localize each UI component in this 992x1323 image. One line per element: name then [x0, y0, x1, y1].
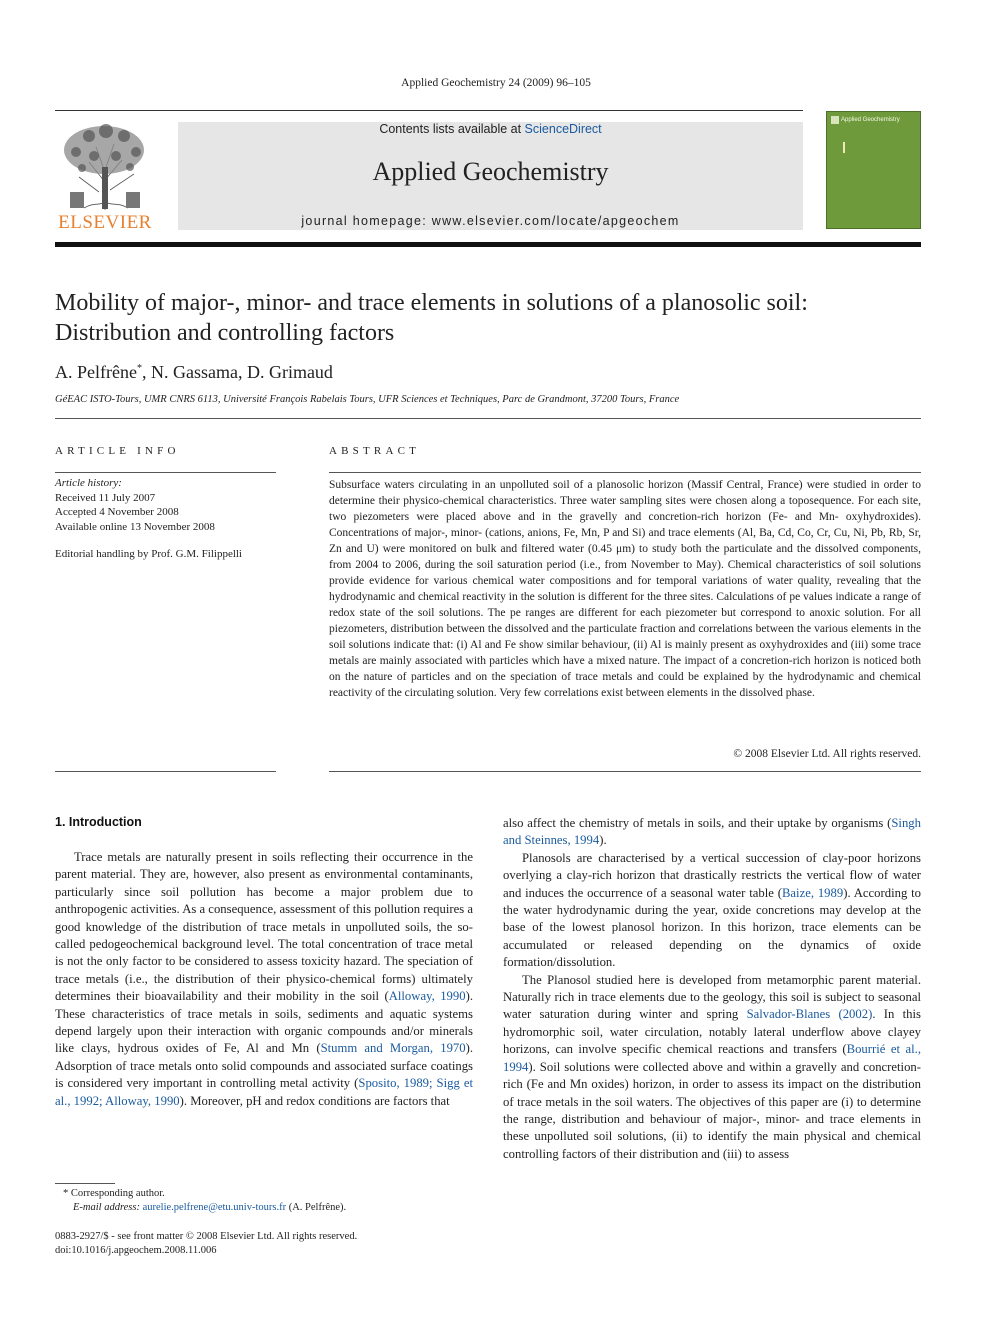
email-label: E-mail address: [73, 1202, 140, 1213]
email-link[interactable]: aurelie.pelfrene@etu.univ-tours.fr [142, 1202, 287, 1213]
article-title: Mobility of major-, minor- and trace elements in solutions of a planosolic soil: Distribution and controlling factors [55, 290, 808, 346]
journal-cover-image[interactable] [826, 111, 921, 229]
paragraph: Trace metals are naturally present in soils reflecting their occurrence in the parent material. They are, however, also present as environmental contaminants, particularly since soil pollution has become a major problem due to anthropogenic activities. As a consequence, assessment of this pollution requires a good knowledge of the distribution of trace metals in unpolluted soils, the so-called pedogeochemical background level. The total concentration of trace metal is not the only factor to be considered to assess toxicity hazard. The speciation of trace metals (i.e., the distribution of their physico-chemical forms) ultimately determines their bioavailability and their mobility in the soil (Alloway, 1990). These characteristics of trace metals in soils, sediments and aquatic systems depend largely upon their interaction with organic compounds and/or minerals like clays, hydrous oxides of Fe, Al and Mn (Stumm and Morgan, 1970). Adsorption of trace metals onto solid compounds and associated surface coatings is considered very important in controlling metal activity (Sposito, 1989; Sigg et al., 1992; Alloway, 1990). Moreover, pH and redox conditions are factors that [55, 850, 474, 1108]
cover-title: Applied Geochemistry [841, 117, 900, 123]
citation-link[interactable]: Salvador-Blanes (2002) [746, 1007, 873, 1022]
cover-bar [843, 142, 845, 153]
abstract-copyright: © 2008 Elsevier Ltd. All rights reserved. [733, 748, 921, 760]
abstract-heading: ABSTRACT [329, 445, 421, 457]
author-first[interactable]: A. Pelfrêne [55, 362, 137, 382]
citation-link[interactable]: Singh and Steinnes, 1994 [503, 816, 921, 848]
journal-reference: Applied Geochemistry 24 (2009) 96–105 [401, 77, 591, 89]
header-thick-rule [55, 242, 921, 247]
body-column-left [55, 849, 473, 1110]
citation-link[interactable]: Stumm and Morgan, 1970 [320, 1041, 466, 1056]
abstract-text: Subsurface waters circulating in an unpolluted soil of a planosolic horizon (Massif Central, France) were studied in order to determine their physico-chemical characteristics. Three water sampling sites were chosen along a toposequence. For each site, two piezometers were placed above and in the gravelly and concretion-rich horizon (Fe- and Mn- oxyhydroxides). Concentrations of major-, minor- (cations, anions, Fe, Mn, P and Si) and trace elements (Al, Ba, Cd, Co, Cr, Cu, Ni, Pb, Rb, Sr, Zn and U) were monitored on bulk and filtered water (0.45 μm) to study both the particulate and the dissolved components, from 2004 to 2006, during the soil saturation period (i.e., from November to May). Chemical characteristics of soil solutions provide evidence for various chemical water compositions and for temporal variations of water quality, revealing that the hydrodynamic and chemical reactivity in the solution is different for the three sites. Calculations of pe values indicate a range of redox state of the soil solutions. The pe ranges are different for each piezometer but correspond to anoxic solution. For all piezometers, distribution between the dissolved and the particulate fraction and correlations between the various elements in the soil solutions indicate that: (i) Al and Fe show similar behaviour, (ii) Al is mainly present as oxyhydroxides and (iii) some trace metals are mainly associated with particles which have a mixed nature. The impact of a concretion-rich horizon is noticed both on the nature of particles and on the speciation of trace metals and could be explained by the hydrodynamic and chemical reactivity of the circulating solution. Very few correlations exist between elements in the dissolved phase. [329, 479, 921, 699]
paragraph: also affect the chemistry of metals in soils, and their uptake by organisms (Singh and Steinnes, 1994). [503, 816, 921, 848]
publisher-name: ELSEVIER [58, 212, 152, 233]
paragraph: The Planosol studied here is developed from metamorphic parent material. Naturally rich in trace elements due to the geology, this soil is subject to seasonal water saturation during winter and spring Salvador-Blanes (2002). In this hydromorphic soil, water circulation, notably lateral underflow above clayey horizons, can involve specific chemical reactions and transfers (Bourrié et al., 1994). Soil solutions were collected above and within a gravelly and concretion-rich (Fe and Mn oxides) horizon, in order to assess its impact on the distribution of trace metals in the soil waters. The objectives of this paper are (i) to determine the range, distribution and behaviour of major-, minor- and trace elements in these unpolluted soil solutions, (ii) to identify the main physical and chemical controlling factors of their distribution and (iii) to assess [503, 972, 921, 1161]
info-rule [55, 472, 276, 473]
contents-line [178, 122, 803, 136]
citation-link[interactable]: Bourrié et al., 1994 [503, 1042, 921, 1074]
citation-link[interactable]: Baize, 1989 [781, 885, 844, 900]
abstract-bottom-rule [329, 771, 921, 772]
authors [55, 362, 333, 383]
info-bottom-rule [55, 771, 276, 772]
citation-link[interactable]: Alloway, 1990 [388, 989, 466, 1004]
abstract-rule [329, 472, 921, 473]
cover-logo-icon [831, 116, 839, 124]
article-info [55, 476, 276, 562]
paragraph: Planosols are characterised by a vertical succession of clay-poor horizons overlying a clay-rich horizon that drastically restricts the vertical flow of water and induces the occurrence of a seasonal water table (Baize, 1989). According to the water hydrodynamic during the year, oxide concretions may develop at the base of the lowest planosol horizon. In this horizon, trace elements can be accumulated or released depending on the dynamics of oxide formation/dissolution. [503, 850, 921, 970]
accepted-date: Accepted 4 November 2008 [55, 506, 179, 518]
elsevier-tree-icon [54, 122, 156, 212]
affiliation: GéEAC ISTO-Tours, UMR CNRS 6113, Université François Rabelais Tours, UFR Sciences et Techniques, Parc de Grandmont, 37200 Tours, France [55, 394, 680, 405]
body-column-right [503, 815, 921, 1163]
title-rule [55, 418, 921, 419]
journal-banner [178, 122, 803, 230]
citation-link[interactable]: Sposito, 1989; Sigg et al., 1992; Alloway, 1990 [55, 1076, 473, 1108]
doi-line[interactable]: doi:10.1016/j.apgeochem.2008.11.006 [55, 1245, 217, 1256]
issn-line: 0883-2927/$ - see front matter © 2008 Elsevier Ltd. All rights reserved. [55, 1231, 358, 1242]
email-suffix: (A. Pelfrêne). [288, 1202, 347, 1213]
footnote [55, 1187, 473, 1215]
footnote-mark: * [63, 1188, 69, 1199]
online-date: Available online 13 November 2008 [55, 520, 215, 533]
journal-title: Applied Geochemistry [372, 157, 609, 186]
corresponding-author: Corresponding author. [70, 1188, 165, 1199]
history-label: Article history: [55, 477, 122, 489]
sciencedirect-link[interactable]: ScienceDirect [524, 122, 602, 136]
corresponding-mark[interactable]: * [136, 363, 142, 374]
bottom-meta [55, 1230, 357, 1258]
section-heading-introduction: 1. Introduction [55, 815, 142, 829]
article-info-heading: ARTICLE INFO [55, 445, 180, 457]
contents-prefix: Contents lists available at [379, 122, 525, 136]
authors-rest: , N. Gassama, D. Grimaud [141, 362, 333, 382]
elsevier-logo[interactable] [54, 122, 156, 234]
received-date: Received 11 July 2007 [55, 491, 156, 504]
footnote-rule [55, 1183, 115, 1184]
editorial-handling: Editorial handling by Prof. G.M. Filippelli [55, 548, 242, 560]
journal-homepage[interactable]: journal homepage: www.elsevier.com/locate/apgeochem [301, 214, 680, 228]
header-rule [55, 110, 803, 111]
